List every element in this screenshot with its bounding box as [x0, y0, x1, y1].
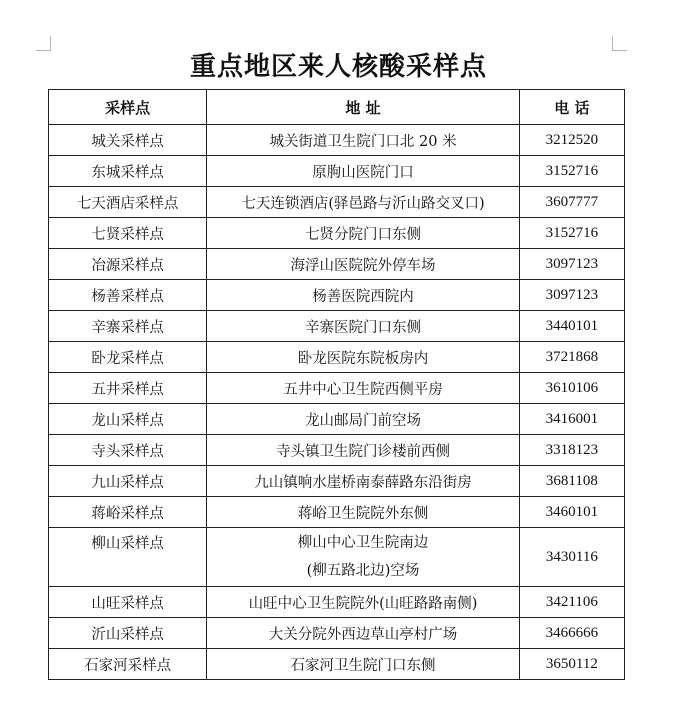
site-name-cell: 七天酒店采样点 [49, 187, 207, 218]
phone-cell: 3681108 [519, 466, 624, 497]
table-row [49, 249, 625, 280]
phone-cell: 3152716 [519, 156, 624, 187]
table-row [49, 125, 625, 156]
phone-cell: 3430116 [519, 528, 624, 587]
address-cell: 城关街道卫生院门口北 20 米 [207, 125, 520, 156]
site-name-cell: 五井采样点 [49, 373, 207, 404]
table-row [49, 187, 625, 218]
phone-cell: 3721868 [519, 342, 624, 373]
address-cell: 山旺中心卫生院院外(山旺路路南侧) [207, 587, 520, 618]
header-address: 地 址 [207, 90, 520, 125]
page-corner-mark-top-left [36, 36, 51, 51]
address-cell: 九山镇响水崖桥南泰薛路东沿街房 [207, 466, 520, 497]
address-cell: 杨善医院西院内 [207, 280, 520, 311]
header-site: 采样点 [49, 90, 207, 125]
table-row [49, 280, 625, 311]
table-row [49, 466, 625, 497]
address-line-1: 柳山中心卫生院南边 [297, 535, 429, 551]
table-row [49, 435, 625, 466]
table-row [49, 311, 625, 342]
address-cell: 海浮山医院院外停车场 [207, 249, 520, 280]
site-name-cell: 冶源采样点 [49, 249, 207, 280]
phone-cell: 3152716 [519, 218, 624, 249]
address-cell: 石家河卫生院门口东侧 [207, 649, 520, 680]
address-cell: 龙山邮局门前空场 [207, 404, 520, 435]
table-row [49, 373, 625, 404]
address-cell: 七贤分院门口东侧 [207, 218, 520, 249]
site-name-cell: 辛寨采样点 [49, 311, 207, 342]
address-cell: 大关分院外西边草山亭村广场 [207, 618, 520, 649]
address-line-2: (柳五路北边)空场 [306, 563, 420, 579]
address-cell: 七天连锁酒店(驿邑路与沂山路交叉口) [207, 187, 520, 218]
phone-cell: 3421106 [519, 587, 624, 618]
address-cell: 蒋峪卫生院院外东侧 [207, 497, 520, 528]
address-cell: 卧龙医院东院板房内 [207, 342, 520, 373]
address-cell [207, 528, 520, 587]
phone-cell: 3416001 [519, 404, 624, 435]
address-cell: 寺头镇卫生院门诊楼前西侧 [207, 435, 520, 466]
site-name-cell: 柳山采样点 [49, 528, 207, 587]
site-name-cell: 九山采样点 [49, 466, 207, 497]
site-name-cell: 寺头采样点 [49, 435, 207, 466]
address-cell: 五井中心卫生院西侧平房 [207, 373, 520, 404]
table-row [49, 342, 625, 373]
site-name-cell: 卧龙采样点 [49, 342, 207, 373]
phone-cell: 3097123 [519, 280, 624, 311]
address-cell: 原朐山医院门口 [207, 156, 520, 187]
site-name-cell: 蒋峪采样点 [49, 497, 207, 528]
phone-cell: 3460101 [519, 497, 624, 528]
document-title: 重点地区来人核酸采样点 [189, 52, 487, 82]
phone-cell: 3097123 [519, 249, 624, 280]
sampling-sites-table [48, 89, 625, 680]
header-phone: 电 话 [519, 90, 624, 125]
table-row [49, 404, 625, 435]
table-row [49, 618, 625, 649]
table-row [49, 156, 625, 187]
phone-cell: 3650112 [519, 649, 624, 680]
phone-cell: 3610106 [519, 373, 624, 404]
site-name-cell: 七贤采样点 [49, 218, 207, 249]
table-header-row [49, 90, 625, 125]
site-name-cell: 石家河采样点 [49, 649, 207, 680]
table-row [49, 528, 625, 587]
table-row [49, 497, 625, 528]
table-row [49, 218, 625, 249]
table-row [49, 649, 625, 680]
site-name-cell: 龙山采样点 [49, 404, 207, 435]
phone-cell: 3607777 [519, 187, 624, 218]
site-name-cell: 沂山采样点 [49, 618, 207, 649]
site-name-cell: 城关采样点 [49, 125, 207, 156]
phone-cell: 3466666 [519, 618, 624, 649]
phone-cell: 3440101 [519, 311, 624, 342]
address-cell: 辛寨医院门口东侧 [207, 311, 520, 342]
page-corner-mark-top-right [612, 36, 627, 51]
site-name-cell: 杨善采样点 [49, 280, 207, 311]
phone-cell: 3212520 [519, 125, 624, 156]
site-name-cell: 东城采样点 [49, 156, 207, 187]
phone-cell: 3318123 [519, 435, 624, 466]
site-name-cell: 山旺采样点 [49, 587, 207, 618]
table-row [49, 587, 625, 618]
